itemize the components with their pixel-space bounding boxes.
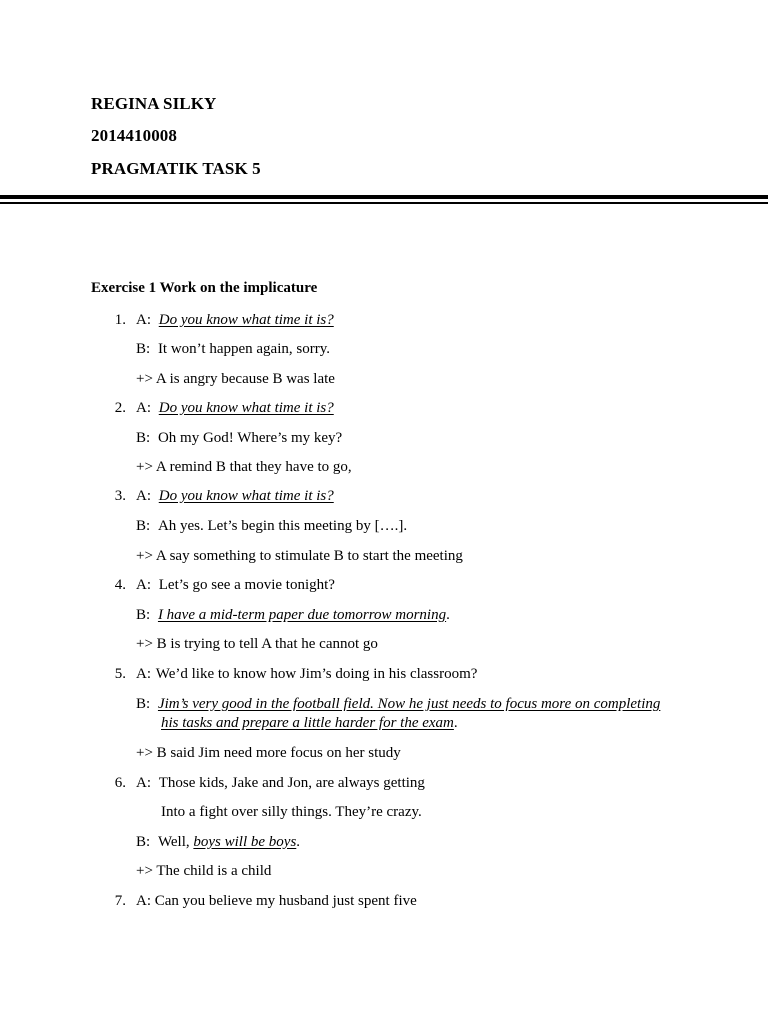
dialogue-line-b-continued [161,714,458,732]
dialogue-line-a [136,665,477,683]
task-title: PRAGMATIK TASK 5 [91,159,261,178]
dialogue-line-b [136,833,300,851]
utterance-b: It won’t happen again, sorry. [157,341,330,357]
speaker-b: B: [136,834,151,850]
speaker-a: A: [136,775,151,791]
implicature-line: +> A say something to stimulate B to start the meeting [136,548,463,564]
speaker-a: A: [136,666,151,682]
utterance-a: Let’s go see a movie tonight? [158,577,335,593]
dialogue-line-b [136,606,450,624]
item-number: 6. [114,775,126,791]
implicature-line: +> A remind B that they have to go, [136,459,352,475]
utterance-a-line1: Those kids, Jake and Jon, are always getting [158,775,425,791]
header-rule-thick [0,195,768,199]
utterance-b-line2: his tasks and prepare a little harder for the exam [161,715,454,731]
item-number: 4. [114,577,126,593]
exercise-title: Exercise 1 Work on the implicature [91,280,318,296]
speaker-b: B: [136,518,151,534]
dialogue-line-a [136,487,334,505]
implicature-line: +> B said Jim need more focus on her study [136,745,401,761]
speaker-b: B: [136,430,151,446]
utterance-b-period: . [446,607,450,623]
utterance-a-line2: Into a fight over silly things. They’re crazy. [161,804,422,820]
dialogue-line-a [136,892,417,910]
utterance-b: Oh my God! Where’s my key? [157,430,343,446]
utterance-b-line1: Jim’s very good in the football field. Now he just needs to focus more on completing [157,696,661,712]
speaker-b: B: [136,607,151,623]
dialogue-line-a [136,399,334,417]
utterance-b: I have a mid-term paper due tomorrow morning [157,607,447,623]
speaker-b: B: [136,341,151,357]
utterance-b: boys will be boys [193,834,297,850]
utterance-b-period: . [296,834,301,850]
dialogue-line-b [136,429,342,447]
item-number: 1. [114,312,126,328]
utterance-a: We’d like to know how Jim’s doing in his classroom? [155,666,478,682]
implicature-line: +> The child is a child [136,863,272,879]
utterance-a: Can you believe my husband just spent five [154,893,417,909]
utterance-a: Do you know what time it is? [158,488,334,504]
item-number: 2. [114,400,126,416]
utterance-b-period: . [453,715,458,731]
utterance-b: Ah yes. Let’s begin this meeting by [….]. [157,518,408,534]
utterance-b-lead: Well, [157,834,190,850]
dialogue-line-b [136,517,407,535]
item-number: 7. [114,893,126,909]
dialogue-line-b [136,695,660,713]
implicature-line: +> B is trying to tell A that he cannot go [136,636,378,652]
implicature-line: +> A is angry because B was late [136,371,335,387]
dialogue-line-a [136,774,425,792]
dialogue-line-b [136,340,330,358]
speaker-a: A: [136,400,151,416]
item-number: 3. [114,488,126,504]
speaker-a: A: [136,488,151,504]
speaker-a: A: [136,577,151,593]
speaker-a: A: [136,312,151,328]
speaker-b: B: [136,696,151,712]
speaker-a: A: [136,893,151,909]
item-number: 5. [114,666,126,682]
utterance-a: Do you know what time it is? [158,312,334,328]
utterance-a: Do you know what time it is? [158,400,334,416]
dialogue-line-a [136,311,334,329]
header-rule-thin [0,202,768,204]
dialogue-line-a [136,576,335,594]
author-name: REGINA SILKY [91,94,217,113]
student-id: 2014410008 [91,126,177,145]
